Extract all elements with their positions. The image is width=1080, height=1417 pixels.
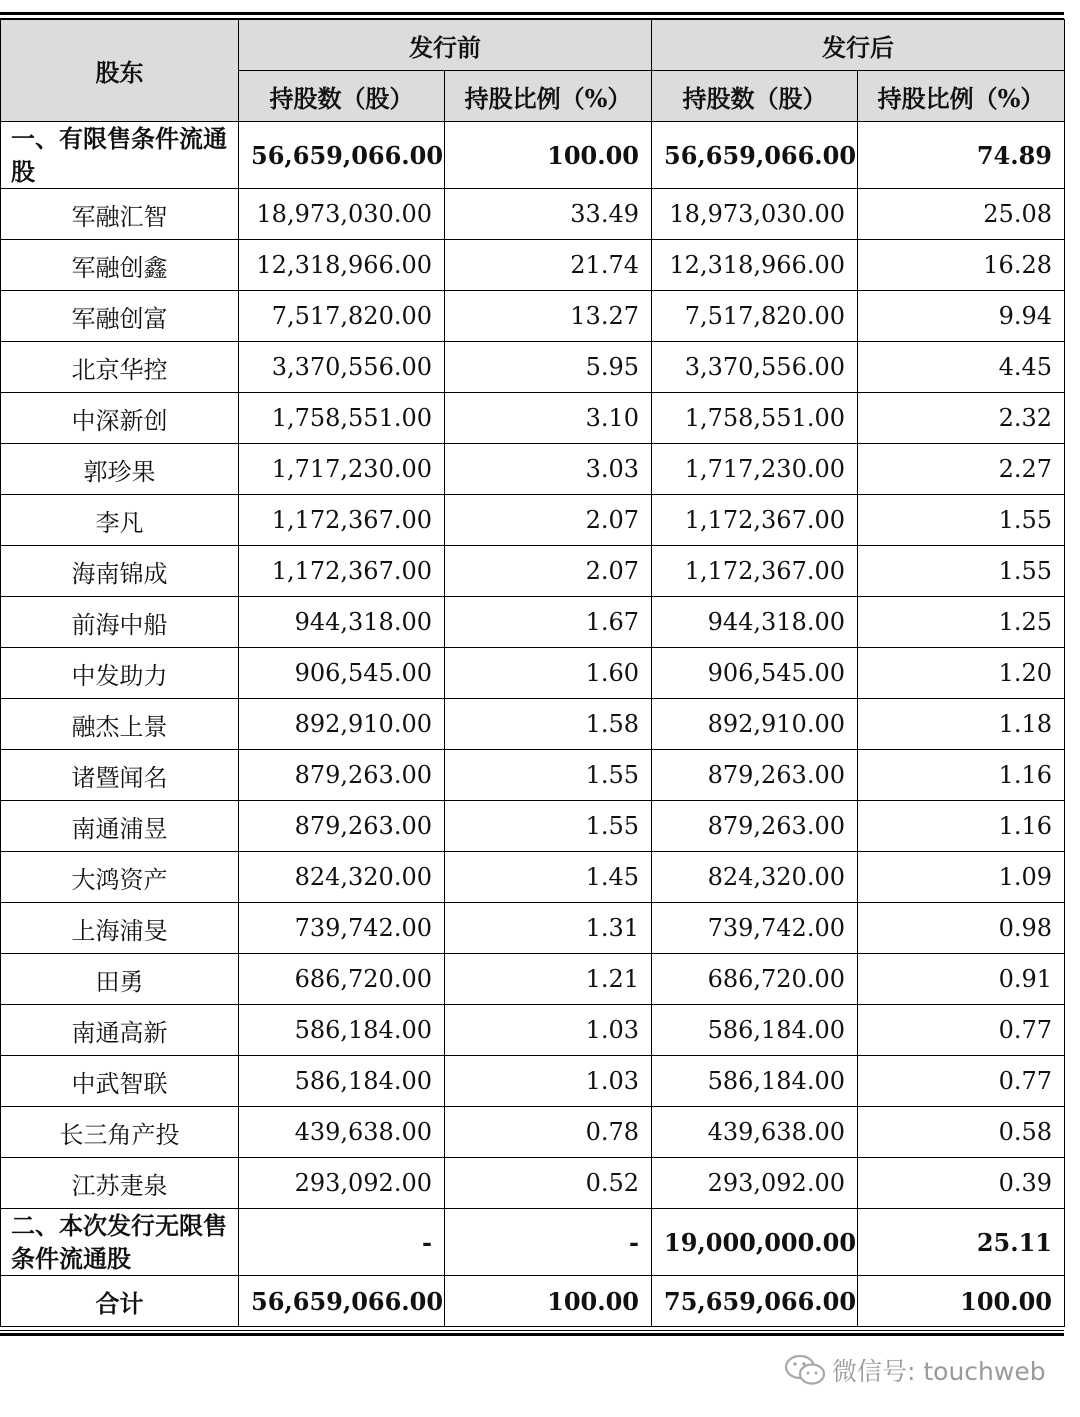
table-row (1, 903, 1065, 954)
cell-shares-after: 824,320.00 (652, 852, 858, 903)
cell-ratio-before: 1.31 (445, 903, 652, 954)
cell-shares-before: 3,370,556.00 (239, 342, 445, 393)
table-row (1, 291, 1065, 342)
cell-ratio-before: 21.74 (445, 240, 652, 291)
cell-shareholder-name: 合计 (1, 1276, 239, 1327)
table-row (1, 801, 1065, 852)
cell-ratio-after: 2.27 (858, 444, 1065, 495)
watermark-text: 微信号: touchweb (832, 1357, 1046, 1386)
header-shareholder: 股东 (1, 20, 239, 122)
cell-shares-before: 906,545.00 (239, 648, 445, 699)
cell-shares-after: 944,318.00 (652, 597, 858, 648)
cell-ratio-after: 0.77 (858, 1056, 1065, 1107)
table-bottom-rule-thin (0, 1330, 1064, 1331)
table-row (1, 852, 1065, 903)
cell-shares-before: 1,717,230.00 (239, 444, 445, 495)
cell-ratio-before: 1.03 (445, 1056, 652, 1107)
header-shares-after: 持股数（股） (652, 71, 858, 122)
cell-ratio-after: 1.09 (858, 852, 1065, 903)
cell-ratio-after: 1.55 (858, 495, 1065, 546)
header-ratio-after: 持股比例（%） (858, 71, 1065, 122)
cell-shares-before: 56,659,066.00 (239, 122, 445, 189)
cell-shares-after: 686,720.00 (652, 954, 858, 1005)
cell-shares-after: 7,517,820.00 (652, 291, 858, 342)
table-row (1, 122, 1065, 189)
header-after-issue: 发行后 (652, 20, 1065, 71)
cell-shares-before: 56,659,066.00 (239, 1276, 445, 1327)
cell-shares-after: 879,263.00 (652, 801, 858, 852)
cell-shareholder-name: 长三角产投 (1, 1107, 239, 1158)
table-top-rule (0, 12, 1064, 15)
cell-ratio-before: 100.00 (445, 122, 652, 189)
cell-shares-after: 439,638.00 (652, 1107, 858, 1158)
cell-shares-before: 1,758,551.00 (239, 393, 445, 444)
cell-shareholder-name: 前海中船 (1, 597, 239, 648)
cell-ratio-after: 1.20 (858, 648, 1065, 699)
cell-ratio-after: 0.77 (858, 1005, 1065, 1056)
cell-ratio-before: 100.00 (445, 1276, 652, 1327)
cell-shares-after: 906,545.00 (652, 648, 858, 699)
cell-shares-after: 75,659,066.00 (652, 1276, 858, 1327)
shareholding-table-wrapper (0, 12, 1064, 1336)
cell-shares-before: 439,638.00 (239, 1107, 445, 1158)
table-row (1, 342, 1065, 393)
cell-ratio-after: 4.45 (858, 342, 1065, 393)
table-row (1, 495, 1065, 546)
cell-ratio-before: 1.58 (445, 699, 652, 750)
header-before-issue: 发行前 (239, 20, 652, 71)
cell-ratio-before: 33.49 (445, 189, 652, 240)
cell-shares-before: - (239, 1209, 445, 1276)
table-row (1, 1056, 1065, 1107)
cell-shares-after: 56,659,066.00 (652, 122, 858, 189)
cell-shares-after: 586,184.00 (652, 1056, 858, 1107)
cell-ratio-before: 5.95 (445, 342, 652, 393)
cell-shareholder-name: 李凡 (1, 495, 239, 546)
cell-shareholder-name: 融杰上景 (1, 699, 239, 750)
cell-shareholder-name: 南通浦昱 (1, 801, 239, 852)
cell-ratio-after: 1.16 (858, 750, 1065, 801)
shareholding-table (0, 19, 1065, 1327)
wechat-watermark (784, 1350, 1046, 1390)
cell-shares-before: 686,720.00 (239, 954, 445, 1005)
table-row (1, 189, 1065, 240)
cell-ratio-before: 3.03 (445, 444, 652, 495)
cell-shareholder-name: 中发助力 (1, 648, 239, 699)
table-row (1, 699, 1065, 750)
cell-shares-before: 879,263.00 (239, 801, 445, 852)
cell-shareholder-name: 一、有限售条件流通股 (1, 122, 239, 189)
cell-shares-after: 18,973,030.00 (652, 189, 858, 240)
cell-shareholder-name: 南通高新 (1, 1005, 239, 1056)
cell-ratio-after: 25.11 (858, 1209, 1065, 1276)
cell-ratio-before: 1.03 (445, 1005, 652, 1056)
cell-shareholder-name: 江苏疌泉 (1, 1158, 239, 1209)
cell-shareholder-name: 海南锦成 (1, 546, 239, 597)
cell-ratio-after: 0.39 (858, 1158, 1065, 1209)
cell-shares-before: 944,318.00 (239, 597, 445, 648)
table-row (1, 750, 1065, 801)
cell-shares-after: 586,184.00 (652, 1005, 858, 1056)
header-shares-before: 持股数（股） (239, 71, 445, 122)
cell-shares-after: 739,742.00 (652, 903, 858, 954)
cell-shares-before: 892,910.00 (239, 699, 445, 750)
table-row (1, 954, 1065, 1005)
table-row (1, 546, 1065, 597)
cell-ratio-after: 0.91 (858, 954, 1065, 1005)
table-row (1, 240, 1065, 291)
table-bottom-rule (0, 1333, 1064, 1336)
cell-shares-before: 293,092.00 (239, 1158, 445, 1209)
table-row (1, 1005, 1065, 1056)
cell-ratio-before: 0.78 (445, 1107, 652, 1158)
cell-shares-after: 1,717,230.00 (652, 444, 858, 495)
cell-shares-before: 739,742.00 (239, 903, 445, 954)
cell-shareholder-name: 大鸿资产 (1, 852, 239, 903)
cell-ratio-before: 1.55 (445, 801, 652, 852)
table-body (1, 122, 1065, 1327)
cell-ratio-after: 0.98 (858, 903, 1065, 954)
cell-ratio-after: 2.32 (858, 393, 1065, 444)
table-row (1, 1276, 1065, 1327)
cell-ratio-after: 1.55 (858, 546, 1065, 597)
cell-ratio-before: 3.10 (445, 393, 652, 444)
cell-shares-before: 7,517,820.00 (239, 291, 445, 342)
cell-shareholder-name: 郭珍果 (1, 444, 239, 495)
cell-shares-after: 293,092.00 (652, 1158, 858, 1209)
table-row (1, 1158, 1065, 1209)
table-row (1, 648, 1065, 699)
cell-ratio-before: 1.21 (445, 954, 652, 1005)
cell-ratio-before: 1.60 (445, 648, 652, 699)
cell-ratio-before: 2.07 (445, 495, 652, 546)
cell-shares-before: 824,320.00 (239, 852, 445, 903)
cell-shareholder-name: 中武智联 (1, 1056, 239, 1107)
cell-ratio-after: 100.00 (858, 1276, 1065, 1327)
cell-ratio-after: 0.58 (858, 1107, 1065, 1158)
table-row (1, 393, 1065, 444)
cell-ratio-after: 9.94 (858, 291, 1065, 342)
cell-shares-before: 586,184.00 (239, 1005, 445, 1056)
cell-ratio-after: 16.28 (858, 240, 1065, 291)
cell-ratio-before: 13.27 (445, 291, 652, 342)
table-row (1, 1209, 1065, 1276)
cell-shares-after: 1,758,551.00 (652, 393, 858, 444)
cell-ratio-after: 74.89 (858, 122, 1065, 189)
cell-shareholder-name: 上海浦旻 (1, 903, 239, 954)
cell-shareholder-name: 军融创鑫 (1, 240, 239, 291)
cell-shares-after: 892,910.00 (652, 699, 858, 750)
cell-ratio-before: - (445, 1209, 652, 1276)
cell-ratio-after: 25.08 (858, 189, 1065, 240)
header-ratio-before: 持股比例（%） (445, 71, 652, 122)
table-row (1, 1107, 1065, 1158)
cell-shareholder-name: 中深新创 (1, 393, 239, 444)
cell-ratio-before: 1.45 (445, 852, 652, 903)
cell-ratio-before: 0.52 (445, 1158, 652, 1209)
cell-shareholder-name: 军融创富 (1, 291, 239, 342)
cell-shares-before: 1,172,367.00 (239, 546, 445, 597)
wechat-icon (784, 1353, 826, 1387)
cell-shares-after: 879,263.00 (652, 750, 858, 801)
cell-shares-after: 1,172,367.00 (652, 495, 858, 546)
cell-shareholder-name: 北京华控 (1, 342, 239, 393)
cell-shares-before: 12,318,966.00 (239, 240, 445, 291)
cell-shares-after: 12,318,966.00 (652, 240, 858, 291)
cell-ratio-after: 1.18 (858, 699, 1065, 750)
cell-ratio-after: 1.16 (858, 801, 1065, 852)
cell-ratio-before: 1.55 (445, 750, 652, 801)
cell-shares-after: 19,000,000.00 (652, 1209, 858, 1276)
cell-shares-after: 1,172,367.00 (652, 546, 858, 597)
cell-shares-before: 18,973,030.00 (239, 189, 445, 240)
cell-shareholder-name: 诸暨闻名 (1, 750, 239, 801)
cell-shares-after: 3,370,556.00 (652, 342, 858, 393)
cell-shares-before: 1,172,367.00 (239, 495, 445, 546)
cell-shareholder-name: 二、本次发行无限售条件流通股 (1, 1209, 239, 1276)
cell-shares-before: 586,184.00 (239, 1056, 445, 1107)
cell-shareholder-name: 田勇 (1, 954, 239, 1005)
cell-ratio-before: 2.07 (445, 546, 652, 597)
cell-shareholder-name: 军融汇智 (1, 189, 239, 240)
cell-ratio-after: 1.25 (858, 597, 1065, 648)
cell-shares-before: 879,263.00 (239, 750, 445, 801)
cell-ratio-before: 1.67 (445, 597, 652, 648)
table-row (1, 444, 1065, 495)
table-row (1, 597, 1065, 648)
